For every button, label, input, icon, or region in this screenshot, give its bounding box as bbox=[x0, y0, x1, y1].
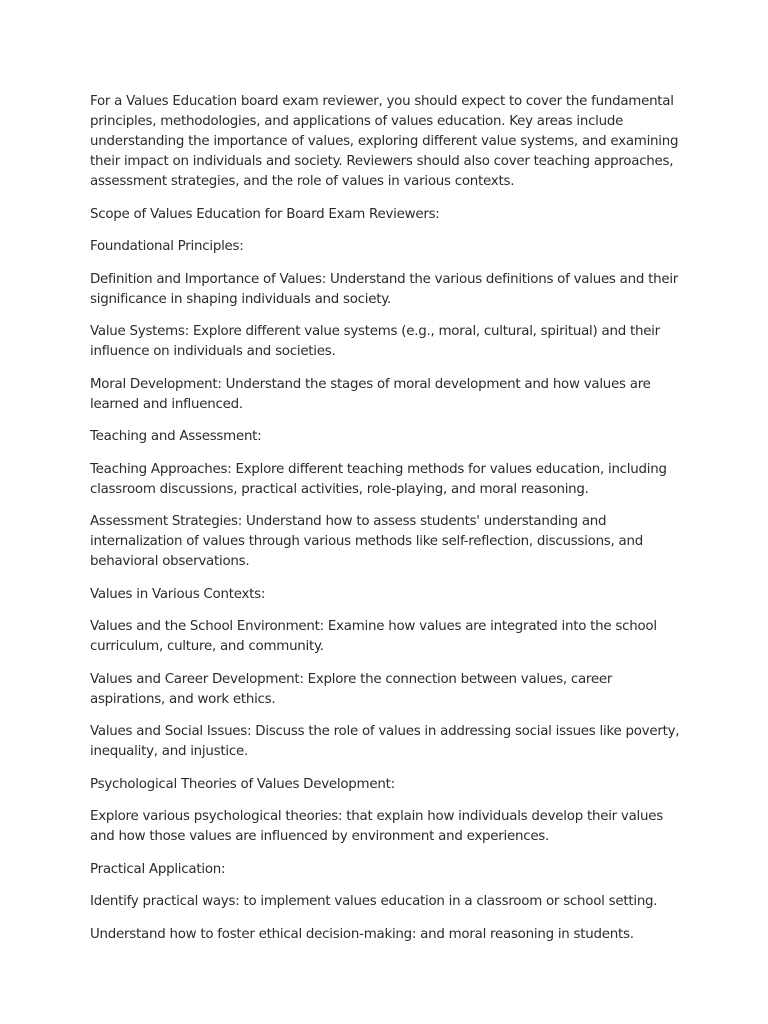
paragraph-definition-importance: Definition and Importance of Values: Understand the various definitions of values and their significance in shaping individuals and society. bbox=[90, 271, 679, 307]
section-heading-practical-application: Practical Application: bbox=[90, 861, 226, 877]
section-heading-psychological-theories: Psychological Theories of Values Development: bbox=[90, 776, 395, 792]
paragraph-career-development: Values and Career Development: Explore the connection between values, career aspirations, and work ethics. bbox=[90, 671, 613, 707]
section-heading-foundational-principles: Foundational Principles: bbox=[90, 239, 244, 254]
scope-heading: Scope of Values Education for Board Exam Reviewers: bbox=[90, 206, 440, 222]
document-body bbox=[90, 92, 690, 957]
paragraph-moral-development: Moral Development: Understand the stages of moral development and how values are learned and influenced. bbox=[90, 376, 651, 412]
paragraph-psychological-theories: Explore various psychological theories: that explain how individuals develop their values and how those values are influenced by environment and experiences. bbox=[90, 809, 663, 844]
paragraph-teaching-approaches: Teaching Approaches: Explore different teaching methods for values education, including classroom discussions, practical activities, role-playing, and moral reasoning. bbox=[90, 461, 667, 497]
paragraph-value-systems: Value Systems: Explore different value systems (e.g., moral, cultural, spiritual) and their influence on individuals and societies. bbox=[90, 324, 660, 359]
paragraph-assessment-strategies: Assessment Strategies: Understand how to assess students' understanding and internalization of values through various methods like self-reflection, discussions, and behavioral observations. bbox=[90, 514, 643, 569]
section-heading-various-contexts: Values in Various Contexts: bbox=[90, 586, 266, 602]
section-heading-teaching-assessment: Teaching and Assessment: bbox=[90, 429, 262, 444]
paragraph-practical-ways: Identify practical ways: to implement values education in a classroom or school setting. bbox=[90, 894, 658, 909]
paragraph-school-environment: Values and the School Environment: Examine how values are integrated into the school curriculum, culture, and community. bbox=[90, 619, 657, 654]
paragraph-social-issues: Values and Social Issues: Discuss the role of values in addressing social issues like poverty, inequality, and injustice. bbox=[90, 724, 680, 759]
paragraph-ethical-decision-making: Understand how to foster ethical decision-making: and moral reasoning in students. bbox=[90, 926, 634, 942]
intro-paragraph: For a Values Education board exam reviewer, you should expect to cover the fundamental principles, methodologies, and applications of values education. Key areas include understanding the importance of values, exploring different value systems, and examining their impact on individuals and society. Reviewers should also cover teaching approaches, assessment strategies, and the role of values in various contexts. bbox=[90, 94, 679, 189]
